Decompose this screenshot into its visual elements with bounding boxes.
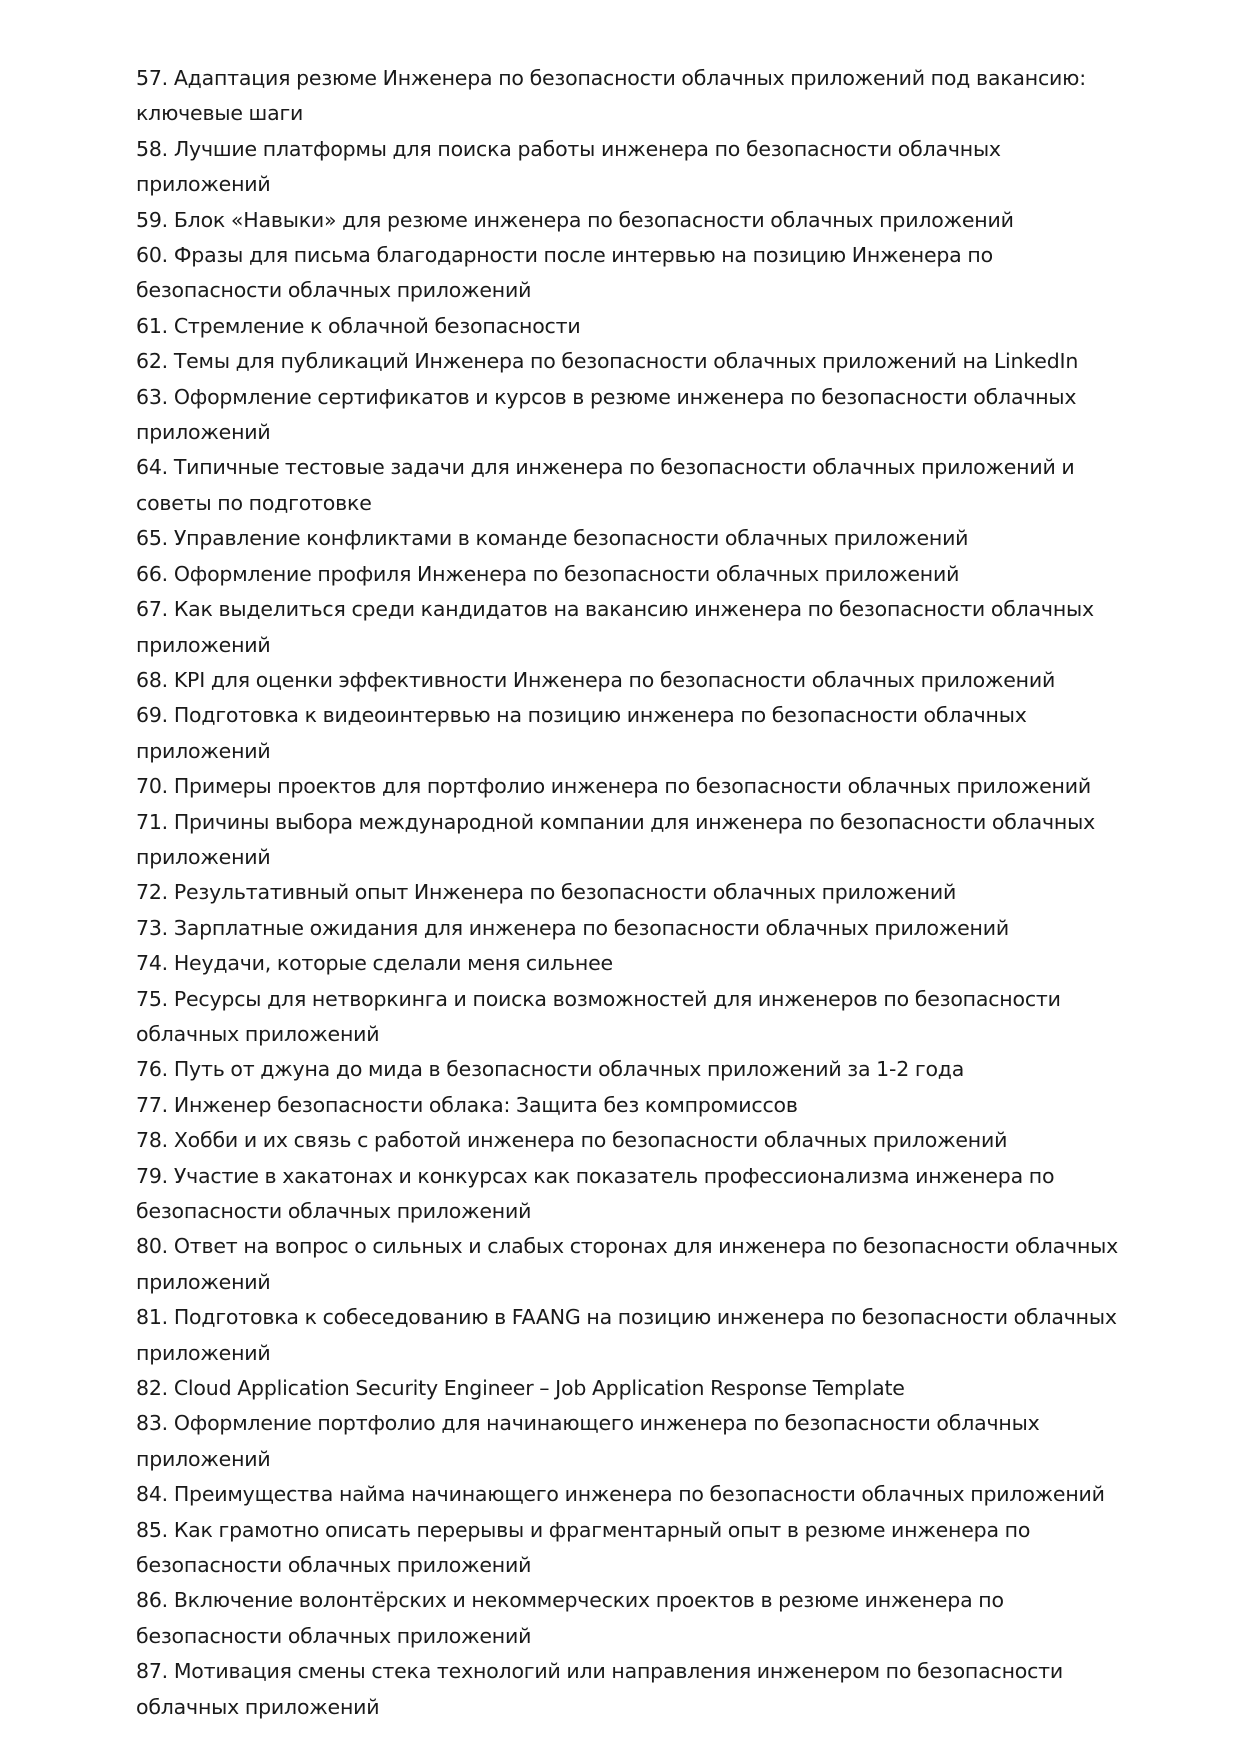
list-item: 86. Включение волонтёрских и некоммерческих проектов в резюме инженера по безопасности облачных приложений <box>136 1588 1004 1648</box>
list-item: 82. Cloud Application Security Engineer – Job Application Response Template <box>136 1376 905 1401</box>
list-item: 66. Оформление профиля Инженера по безопасности облачных приложений <box>136 561 960 586</box>
list-item: 83. Оформление портфолио для начинающего инженера по безопасности облачных приложений <box>136 1411 1040 1471</box>
list-item: 59. Блок «Навыки» для резюме инженера по безопасности облачных приложений <box>136 207 1014 232</box>
list-item: 68. KPI для оценки эффективности Инженера по безопасности облачных приложений <box>136 667 1056 692</box>
list-item: 67. Как выделиться среди кандидатов на вакансию инженера по безопасности облачных приложений <box>136 597 1094 657</box>
list-item: 57. Адаптация резюме Инженера по безопасности облачных приложений под вакансию: ключевые шаги <box>136 66 1086 126</box>
list-item: 75. Ресурсы для нетворкинга и поиска возможностей для инженеров по безопасности облачных приложений <box>136 986 1061 1046</box>
list-item: 78. Хобби и их связь с работой инженера по безопасности облачных приложений <box>136 1128 1008 1153</box>
list-item: 58. Лучшие платформы для поиска работы инженера по безопасности облачных приложений <box>136 136 1001 197</box>
list-item: 77. Инженер безопасности облака: Защита без компромиссов <box>136 1092 798 1117</box>
list-item: 87. Мотивация смены стека технологий или направления инженером по безопасности облачных приложений <box>136 1659 1064 1719</box>
document-content <box>136 61 1120 1725</box>
list-item: 80. Ответ на вопрос о сильных и слабых сторонах для инженера по безопасности облачных приложений <box>136 1234 1119 1294</box>
list-item: 76. Путь от джуна до мида в безопасности облачных приложений за 1-2 года <box>136 1057 965 1082</box>
list-item: 64. Типичные тестовые задачи для инженера по безопасности облачных приложений и советы по подготовке <box>136 455 1075 515</box>
list-item: 73. Зарплатные ожидания для инженера по безопасности облачных приложений <box>136 915 1009 940</box>
list-item: 63. Оформление сертификатов и курсов в резюме инженера по безопасности облачных приложений <box>136 384 1077 445</box>
list-item: 65. Управление конфликтами в команде безопасности облачных приложений <box>136 526 969 551</box>
list-item: 81. Подготовка к собеседованию в FAANG на позицию инженера по безопасности облачных приложений <box>136 1305 1117 1365</box>
list-item: 85. Как грамотно описать перерывы и фрагментарный опыт в резюме инженера по безопасности облачных приложений <box>136 1517 1031 1578</box>
list-item: 70. Примеры проектов для портфолио инженера по безопасности облачных приложений <box>136 774 1091 799</box>
list-item: 74. Неудачи, которые сделали меня сильнее <box>136 951 613 976</box>
list-item: 62. Темы для публикаций Инженера по безопасности облачных приложений на LinkedIn <box>136 349 1079 374</box>
list-item: 69. Подготовка к видеоинтервью на позицию инженера по безопасности облачных приложений <box>136 703 1027 763</box>
list-item: 72. Результативный опыт Инженера по безопасности облачных приложений <box>136 880 957 905</box>
list-item: 61. Стремление к облачной безопасности <box>136 313 581 338</box>
list-item: 79. Участие в хакатонах и конкурсах как показатель профессионализма инженера по безопасности облачных приложений <box>136 1163 1055 1223</box>
article-list <box>136 61 1120 1725</box>
list-item: 71. Причины выбора международной компании для инженера по безопасности облачных приложений <box>136 809 1096 869</box>
list-item: 84. Преимущества найма начинающего инженера по безопасности облачных приложений <box>136 1482 1105 1507</box>
list-item: 60. Фразы для письма благодарности после интервью на позицию Инженера по безопасности облачных приложений <box>136 243 993 303</box>
